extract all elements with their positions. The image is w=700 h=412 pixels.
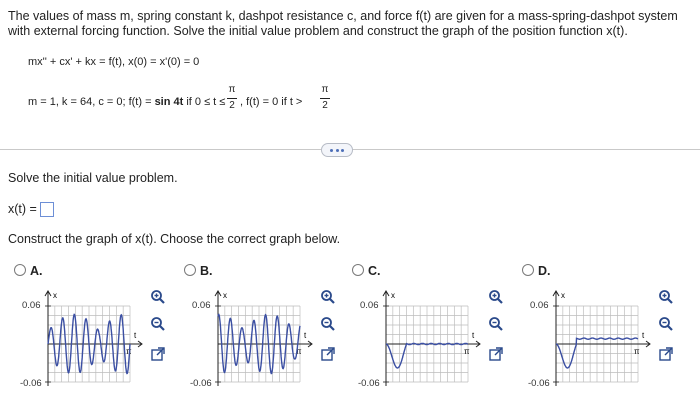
step1-instruction: Solve the initial value problem. [8,171,178,185]
x-axis-label: t [472,331,475,340]
zoom-out-icon[interactable] [488,316,504,332]
y-axis-label: x [223,291,227,300]
frac2-bar [320,98,330,99]
params-force: sin 4t [154,96,184,108]
option-b-label[interactable]: B. [200,264,213,278]
x-axis-label: t [134,331,137,340]
y-axis-max-label: 0.06 [530,300,549,311]
answer-input[interactable] [40,202,54,217]
frac2-numerator: π [321,84,329,95]
y-axis-label: x [53,291,57,300]
parameters-line [28,96,225,108]
answer-label: x(t) = [8,202,37,216]
option-c-radio[interactable] [352,264,364,276]
y-axis-min-label: -0.06 [20,378,42,389]
x-tick-pi: π [634,347,640,356]
option-c-graph [382,288,500,398]
params-if: if 0 ≤ t ≤ [183,96,226,108]
open-external-icon[interactable] [320,346,336,362]
open-external-icon[interactable] [150,346,166,362]
zoom-out-icon[interactable] [320,316,336,332]
ode-equation: mx'' + cx' + kx = f(t), x(0) = x'(0) = 0 [28,56,200,68]
x-axis-label: t [304,331,307,340]
params-mid: , f(t) = 0 if t > [240,96,303,108]
y-axis-label: x [561,291,565,300]
y-axis-min-label: -0.06 [358,378,380,389]
option-a-graph [44,288,162,398]
option-d-label[interactable]: D. [538,264,551,278]
x-tick-pi: π [464,347,470,356]
zoom-out-icon[interactable] [658,316,674,332]
option-a-radio[interactable] [14,264,26,276]
option-a-label[interactable]: A. [30,264,43,278]
step2-instruction: Construct the graph of x(t). Choose the correct graph below. [8,232,341,246]
y-axis-label: x [391,291,395,300]
y-axis-min-label: -0.06 [190,378,212,389]
zoom-in-icon[interactable] [320,289,336,305]
zoom-out-icon[interactable] [150,316,166,332]
problem-intro: The values of mass m, spring constant k, dashpot resistance c, and force f(t) are given for a mass-spring-dashpot system with external forcing function. Solve the initial value problem and construct the graph of the position function x(t). [8,9,678,38]
zoom-in-icon[interactable] [658,289,674,305]
y-axis-min-label: -0.06 [528,378,550,389]
option-b-graph [214,288,332,398]
option-d-radio[interactable] [522,264,534,276]
params-prefix: m = 1, k = 64, c = 0; f(t) = [28,96,155,108]
x-tick-pi: π [296,347,302,356]
frac1-bar [227,98,237,99]
y-axis-max-label: 0.06 [22,300,41,311]
more-options-button[interactable] [321,143,353,157]
frac2-denominator: 2 [322,100,328,111]
y-axis-max-label: 0.06 [360,300,379,311]
open-external-icon[interactable] [488,346,504,362]
x-tick-pi: π [126,347,132,356]
option-b-radio[interactable] [184,264,196,276]
open-external-icon[interactable] [658,346,674,362]
option-c-label[interactable]: C. [368,264,381,278]
x-axis-label: t [642,331,645,340]
zoom-in-icon[interactable] [150,289,166,305]
zoom-in-icon[interactable] [488,289,504,305]
frac1-numerator: π [228,84,236,95]
frac1-denominator: 2 [229,100,235,111]
option-d-graph [552,288,670,398]
y-axis-max-label: 0.06 [192,300,211,311]
